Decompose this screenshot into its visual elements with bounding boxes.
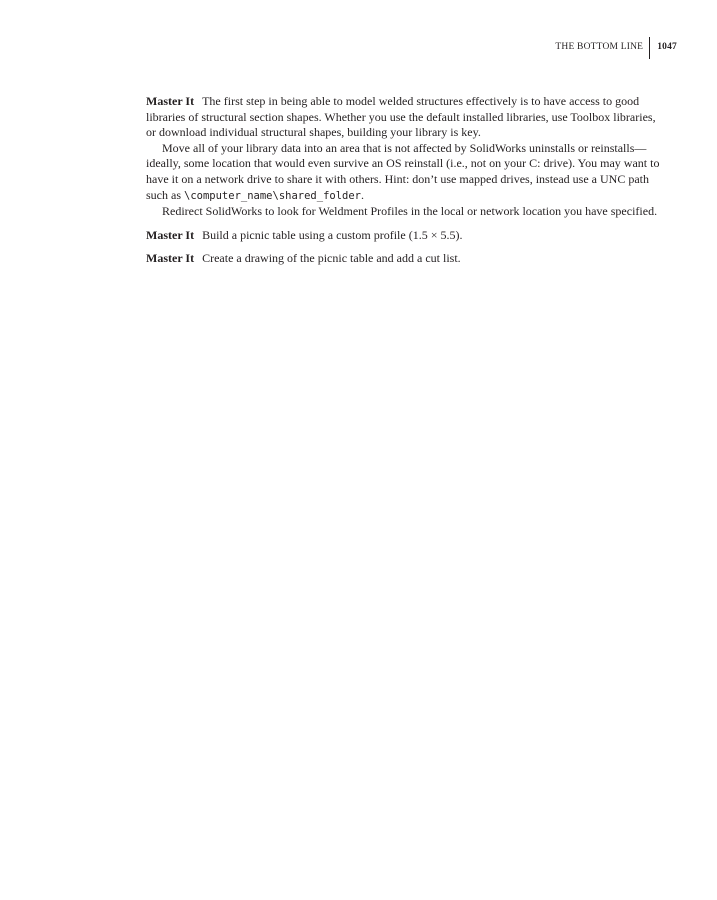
master-it-entry-3 (146, 251, 661, 267)
entry-text: Create a drawing of the picnic table and add a cut list. (202, 251, 461, 266)
entry-text: Build a picnic table using a custom profile (1.5 × 5.5). (202, 227, 463, 242)
master-it-entry-1 (146, 94, 661, 220)
entry-paragraph (146, 141, 661, 204)
paragraph-text: Redirect SolidWorks to look for Weldment Profiles in the local or network location you have specified. (162, 204, 658, 219)
paragraph-text: Move all of your library data into an area that is not affected by SolidWorks uninstalls or reinstalls—ideally, some location that would even survive an OS reinstall (i.e., not on your C: drive). You may want to have it on a network drive to share it with others. Hint: don’t use mapped drives, instead use a UNC path such as (146, 140, 660, 202)
entry-paragraph (146, 204, 661, 220)
running-head (555, 41, 677, 61)
running-head-section: THE BOTTOM LINE (555, 42, 644, 52)
entry-label: Master It (146, 94, 195, 108)
page-body (146, 94, 661, 267)
entry-label: Master It (146, 251, 195, 266)
paragraph-text-end: . (361, 187, 365, 202)
unc-path-code: \computer_name\shared_folder (184, 189, 362, 202)
entry-text: The first step in being able to model welded structures effectively is to have access to good libraries of structural section shapes. Whether you use the default installed libraries, use Toolbox libraries, or download individual structural shapes, building your library is key. (146, 94, 656, 140)
master-it-entry-2 (146, 228, 661, 244)
entry-label: Master It (146, 227, 195, 242)
page-number: 1047 (657, 42, 677, 52)
